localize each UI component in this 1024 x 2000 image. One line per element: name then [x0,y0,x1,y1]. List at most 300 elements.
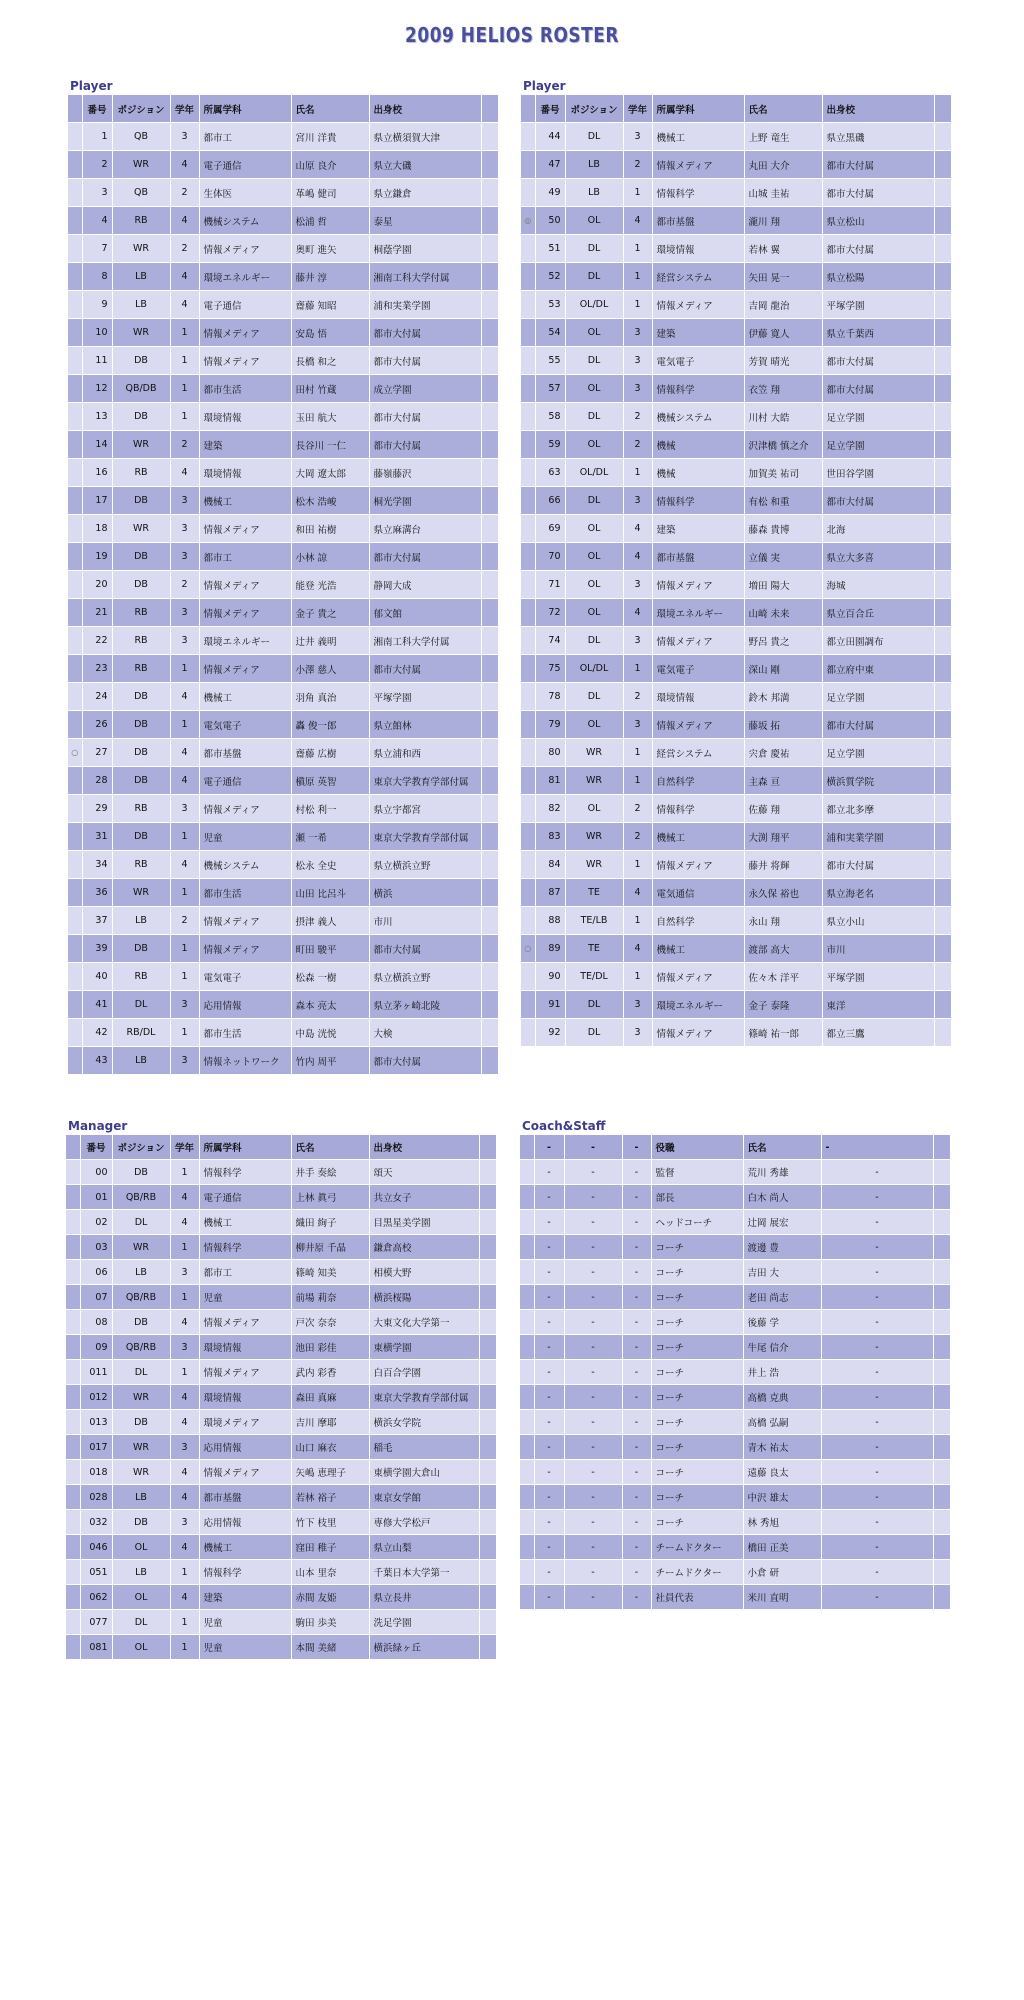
table-cell: 2 [623,795,652,823]
table-row [521,151,951,179]
table-cell: 69 [535,515,565,543]
table-cell: WR [112,235,170,263]
table-cell: 1 [623,767,652,795]
table-cell: 竹下 枝里 [291,1510,369,1535]
table-cell: - [622,1210,651,1235]
table-cell: 01 [80,1185,112,1210]
table-cell: - [564,1435,622,1460]
table-cell: - [821,1460,933,1485]
table-cell: コーチ [651,1485,743,1510]
table-cell: 4 [170,459,199,487]
table-row [66,1510,496,1535]
table-cell: - [564,1510,622,1535]
table-row [521,375,951,403]
row-end-cell [481,487,498,515]
table-cell: 県立小山 [822,907,934,935]
table-cell: 都市生活 [199,375,291,403]
table-cell: 43 [82,1047,112,1075]
table-cell: QB/RB [112,1335,170,1360]
table-cell: WR [565,767,623,795]
row-end-cell [933,1560,950,1585]
table-cell: - [622,1535,651,1560]
table-cell: 環境エネルギー [199,263,291,291]
table-cell: 情報メディア [652,963,744,991]
captain-marker [521,459,535,487]
column-header: 所属学科 [199,95,291,123]
table-cell: 27 [82,739,112,767]
table-cell: - [534,1410,564,1435]
table-cell: 都市基盤 [652,207,744,235]
row-end-cell [479,1510,496,1535]
table-cell: 山本 里奈 [291,1560,369,1585]
table-cell: 4 [170,1410,199,1435]
table-row [68,935,498,963]
table-cell: - [622,1160,651,1185]
table-cell: コーチ [651,1260,743,1285]
captain-marker [66,1460,80,1485]
captain-marker [521,263,535,291]
table-row [66,1535,496,1560]
row-end-cell [934,963,951,991]
table-cell: 県立百合丘 [822,599,934,627]
row-end-cell [479,1485,496,1510]
table-cell: 機械 [652,431,744,459]
table-cell: 洗足学園 [369,1610,479,1635]
table-cell: 応用情報 [199,1435,291,1460]
table-cell: 前場 莉奈 [291,1285,369,1310]
row-end-cell [481,879,498,907]
table-cell: 31 [82,823,112,851]
captain-marker [66,1510,80,1535]
table-cell: - [622,1460,651,1485]
table-cell: 遠藤 良太 [743,1460,821,1485]
table-cell: 吉川 摩耶 [291,1410,369,1435]
table-cell: DL [565,235,623,263]
table-cell: - [821,1535,933,1560]
table-cell: 県立松山 [822,207,934,235]
table-cell: 篠崎 知美 [291,1260,369,1285]
end-header [933,1135,950,1160]
table-row [520,1260,950,1285]
table-row [520,1360,950,1385]
player-table-right [521,95,952,1047]
table-cell: OL [112,1585,170,1610]
row-end-cell [479,1185,496,1210]
table-cell: - [564,1235,622,1260]
table-cell: 4 [623,543,652,571]
table-cell: 県立横須賀大津 [369,123,481,151]
captain-marker [521,851,535,879]
table-row [521,963,951,991]
captain-marker [68,1047,82,1075]
table-cell: 都市大付属 [822,375,934,403]
table-cell: 017 [80,1435,112,1460]
table-cell: LB [112,263,170,291]
captain-marker [520,1310,534,1335]
table-cell: 高橋 克典 [743,1385,821,1410]
captain-marker [68,935,82,963]
table-cell: 環境エネルギー [652,991,744,1019]
captain-marker [66,1285,80,1310]
table-cell: 牛尾 信介 [743,1335,821,1360]
table-cell: DL [565,403,623,431]
table-cell: 情報ネットワーク [199,1047,291,1075]
table-cell: 児童 [199,1285,291,1310]
table-cell: 34 [82,851,112,879]
table-row [520,1185,950,1210]
table-cell: 県立横浜立野 [369,963,481,991]
table-cell: LB [112,1260,170,1285]
table-cell: 立儀 実 [744,543,822,571]
table-cell: WR [112,879,170,907]
table-cell: DB [112,711,170,739]
table-cell: WR [112,1385,170,1410]
row-end-cell [481,739,498,767]
table-row [68,543,498,571]
table-cell: - [564,1335,622,1360]
table-cell: 都市大付属 [822,235,934,263]
table-cell: 吉岡 龍治 [744,291,822,319]
column-header: 所属学科 [199,1135,291,1160]
table-cell: 電気電子 [652,347,744,375]
table-cell: 22 [82,627,112,655]
row-end-cell [934,543,951,571]
table-row [520,1285,950,1310]
captain-marker [521,963,535,991]
table-cell: 青木 祐太 [743,1435,821,1460]
table-cell: 3 [623,347,652,375]
table-cell: OL [112,1535,170,1560]
table-cell: 北海 [822,515,934,543]
table-row [521,207,951,235]
captain-marker [521,907,535,935]
row-end-cell [481,375,498,403]
row-end-cell [481,347,498,375]
captain-marker [66,1635,80,1660]
table-cell: 玉田 航大 [291,403,369,431]
table-row [68,907,498,935]
row-end-cell [481,935,498,963]
table-row [66,1385,496,1410]
table-row [521,795,951,823]
table-cell: 渡邊 豊 [743,1235,821,1260]
captain-marker [521,655,535,683]
row-end-cell [481,291,498,319]
row-end-cell [481,655,498,683]
table-cell: - [821,1585,933,1610]
table-cell: 村松 利一 [291,795,369,823]
table-cell: 若林 翼 [744,235,822,263]
row-end-cell [933,1585,950,1610]
table-cell: 平塚学園 [822,963,934,991]
table-cell: 都市基盤 [652,543,744,571]
row-end-cell [934,319,951,347]
table-cell: 県立長井 [369,1585,479,1610]
captain-marker [521,487,535,515]
table-cell: コーチ [651,1235,743,1260]
table-cell: 白百合学園 [369,1360,479,1385]
table-cell: 3 [170,515,199,543]
table-row [521,487,951,515]
table-cell: 電子通信 [199,1185,291,1210]
row-end-cell [934,459,951,487]
row-end-cell [934,711,951,739]
table-cell: 44 [535,123,565,151]
table-cell: 19 [82,543,112,571]
row-end-cell [934,627,951,655]
table-cell: 8 [82,263,112,291]
table-cell: 4 [170,207,199,235]
table-cell: 3 [170,1260,199,1285]
table-cell: 1 [170,935,199,963]
table-cell: - [564,1185,622,1210]
table-cell: 2 [170,571,199,599]
table-cell: 59 [535,431,565,459]
table-cell: 3 [170,1510,199,1535]
table-cell: 東横学園 [369,1335,479,1360]
table-cell: 情報メディア [199,235,291,263]
table-row [521,767,951,795]
table-cell: 16 [82,459,112,487]
table-cell: LB [112,907,170,935]
table-cell: RB [112,851,170,879]
column-header: - [564,1135,622,1160]
table-row [520,1560,950,1585]
table-cell: 046 [80,1535,112,1560]
table-row [521,319,951,347]
captain-marker [68,235,82,263]
table-cell: DL [565,263,623,291]
table-cell: 11 [82,347,112,375]
table-cell: 4 [170,1385,199,1410]
table-cell: 機械システム [199,851,291,879]
table-cell: 荒川 秀雄 [743,1160,821,1185]
row-end-cell [934,683,951,711]
row-end-cell [934,739,951,767]
table-cell: - [564,1410,622,1435]
table-cell: DL [112,991,170,1019]
table-cell: WR [112,515,170,543]
table-cell: - [564,1210,622,1235]
table-cell: 横浜 [369,879,481,907]
table-cell: 1 [170,1560,199,1585]
row-end-cell [481,795,498,823]
table-cell: - [564,1460,622,1485]
table-cell: 2 [170,235,199,263]
table-row [68,851,498,879]
table-cell: 20 [82,571,112,599]
table-row [66,1160,496,1185]
captain-marker [521,375,535,403]
table-cell: 渡部 高大 [744,935,822,963]
table-cell: 篠崎 祐一郎 [744,1019,822,1047]
row-end-cell [481,991,498,1019]
table-cell: 情報メディア [199,907,291,935]
table-cell: 2 [623,151,652,179]
captain-marker [66,1310,80,1335]
row-end-cell [934,879,951,907]
table-cell: 情報科学 [199,1560,291,1585]
table-cell: 有松 和重 [744,487,822,515]
table-row [66,1410,496,1435]
table-cell: OL [565,319,623,347]
table-cell: 47 [535,151,565,179]
table-cell: 機械工 [652,935,744,963]
table-cell: 1 [170,1235,199,1260]
row-end-cell [934,347,951,375]
table-cell: 4 [623,515,652,543]
table-cell: 松木 浩峻 [291,487,369,515]
row-end-cell [479,1460,496,1485]
table-cell: 東横学園大倉山 [369,1460,479,1485]
captain-marker [521,1019,535,1047]
captain-marker [68,711,82,739]
captain-marker [520,1560,534,1585]
table-cell: 都立三鷹 [822,1019,934,1047]
row-end-cell [481,599,498,627]
table-cell: 電気電子 [199,711,291,739]
table-cell: 芳賀 晴光 [744,347,822,375]
row-end-cell [481,543,498,571]
table-cell: 4 [170,1485,199,1510]
table-cell: 情報科学 [652,179,744,207]
row-end-cell [479,1360,496,1385]
table-cell: 藤井 淳 [291,263,369,291]
table-cell: 都立北多摩 [822,795,934,823]
section-title: Player [523,79,566,93]
table-cell: 51 [535,235,565,263]
captain-marker [66,1260,80,1285]
table-cell: 山城 圭祐 [744,179,822,207]
captain-marker [68,543,82,571]
table-cell: - [622,1435,651,1460]
marker-header [520,1135,534,1160]
table-cell: 情報メディア [199,571,291,599]
table-header-row [520,1135,950,1160]
table-cell: DB [112,543,170,571]
captain-marker [520,1585,534,1610]
table-cell: QB/DB [112,375,170,403]
captain-marker [68,599,82,627]
table-cell: QB/RB [112,1285,170,1310]
table-cell: 電子通信 [199,291,291,319]
table-cell: DL [112,1210,170,1235]
table-cell: 1 [170,655,199,683]
table-cell: 1 [170,403,199,431]
column-header: 番号 [80,1135,112,1160]
row-end-cell [479,1310,496,1335]
table-row [66,1210,496,1235]
table-cell: TE/DL [565,963,623,991]
table-cell: 28 [82,767,112,795]
captain-marker [521,123,535,151]
table-cell: 県立山梨 [369,1535,479,1560]
table-cell: DB [112,571,170,599]
row-end-cell [934,907,951,935]
table-cell: - [821,1560,933,1585]
table-row [68,991,498,1019]
row-end-cell [481,319,498,347]
table-cell: 72 [535,599,565,627]
table-cell: 機械工 [199,487,291,515]
table-cell: 成立学園 [369,375,481,403]
row-end-cell [479,1435,496,1460]
table-cell: 県立館林 [369,711,481,739]
table-cell: 山口 麻衣 [291,1435,369,1460]
manager-table [66,1135,497,1660]
table-cell: - [564,1485,622,1510]
captain-marker [68,1019,82,1047]
table-cell: DB [112,1160,170,1185]
captain-marker [521,795,535,823]
captain-marker [66,1160,80,1185]
table-row [521,655,951,683]
table-cell: 1 [170,1019,199,1047]
table-row [66,1185,496,1210]
row-end-cell [479,1385,496,1410]
table-cell: OL [565,543,623,571]
table-row [66,1360,496,1385]
table-cell: - [622,1510,651,1535]
table-cell: 4 [623,935,652,963]
table-cell: - [564,1310,622,1335]
table-cell: 機械工 [199,1210,291,1235]
table-cell: 戸次 奈奈 [291,1310,369,1335]
table-cell: 建築 [199,1585,291,1610]
table-cell: 増田 陽大 [744,571,822,599]
table-cell: 1 [170,1285,199,1310]
table-cell: 情報メディア [199,935,291,963]
table-cell: 県立麻溝台 [369,515,481,543]
column-header: 学年 [623,95,652,123]
table-row [68,739,498,767]
table-cell: 3 [170,991,199,1019]
table-cell: WR [112,1235,170,1260]
captain-marker [521,627,535,655]
table-cell: 若林 裕子 [291,1485,369,1510]
table-cell: DB [112,767,170,795]
table-cell: LB [112,1047,170,1075]
table-cell: 児童 [199,1610,291,1635]
captain-marker [520,1460,534,1485]
table-cell: 機械 [652,459,744,487]
table-cell: 郁文館 [369,599,481,627]
column-header: - [622,1135,651,1160]
captain-marker [66,1410,80,1435]
table-cell: WR [565,739,623,767]
table-header-row [68,95,498,123]
table-cell: WR [112,151,170,179]
table-cell: 1 [170,1360,199,1385]
column-header: 所属学科 [652,95,744,123]
table-cell: 機械工 [199,1535,291,1560]
row-end-cell [933,1335,950,1360]
table-cell: DL [565,627,623,655]
table-cell: 12 [82,375,112,403]
row-end-cell [481,263,498,291]
table-cell: 藤嶺藤沢 [369,459,481,487]
table-cell: 42 [82,1019,112,1047]
row-end-cell [479,1260,496,1285]
table-cell: 2 [170,907,199,935]
table-cell: 衣笠 翔 [744,375,822,403]
table-cell: 藤森 貴博 [744,515,822,543]
captain-marker [521,571,535,599]
table-cell: 中島 洸悦 [291,1019,369,1047]
table-cell: OL/DL [565,291,623,319]
captain-marker [520,1410,534,1435]
table-cell: OL [565,571,623,599]
